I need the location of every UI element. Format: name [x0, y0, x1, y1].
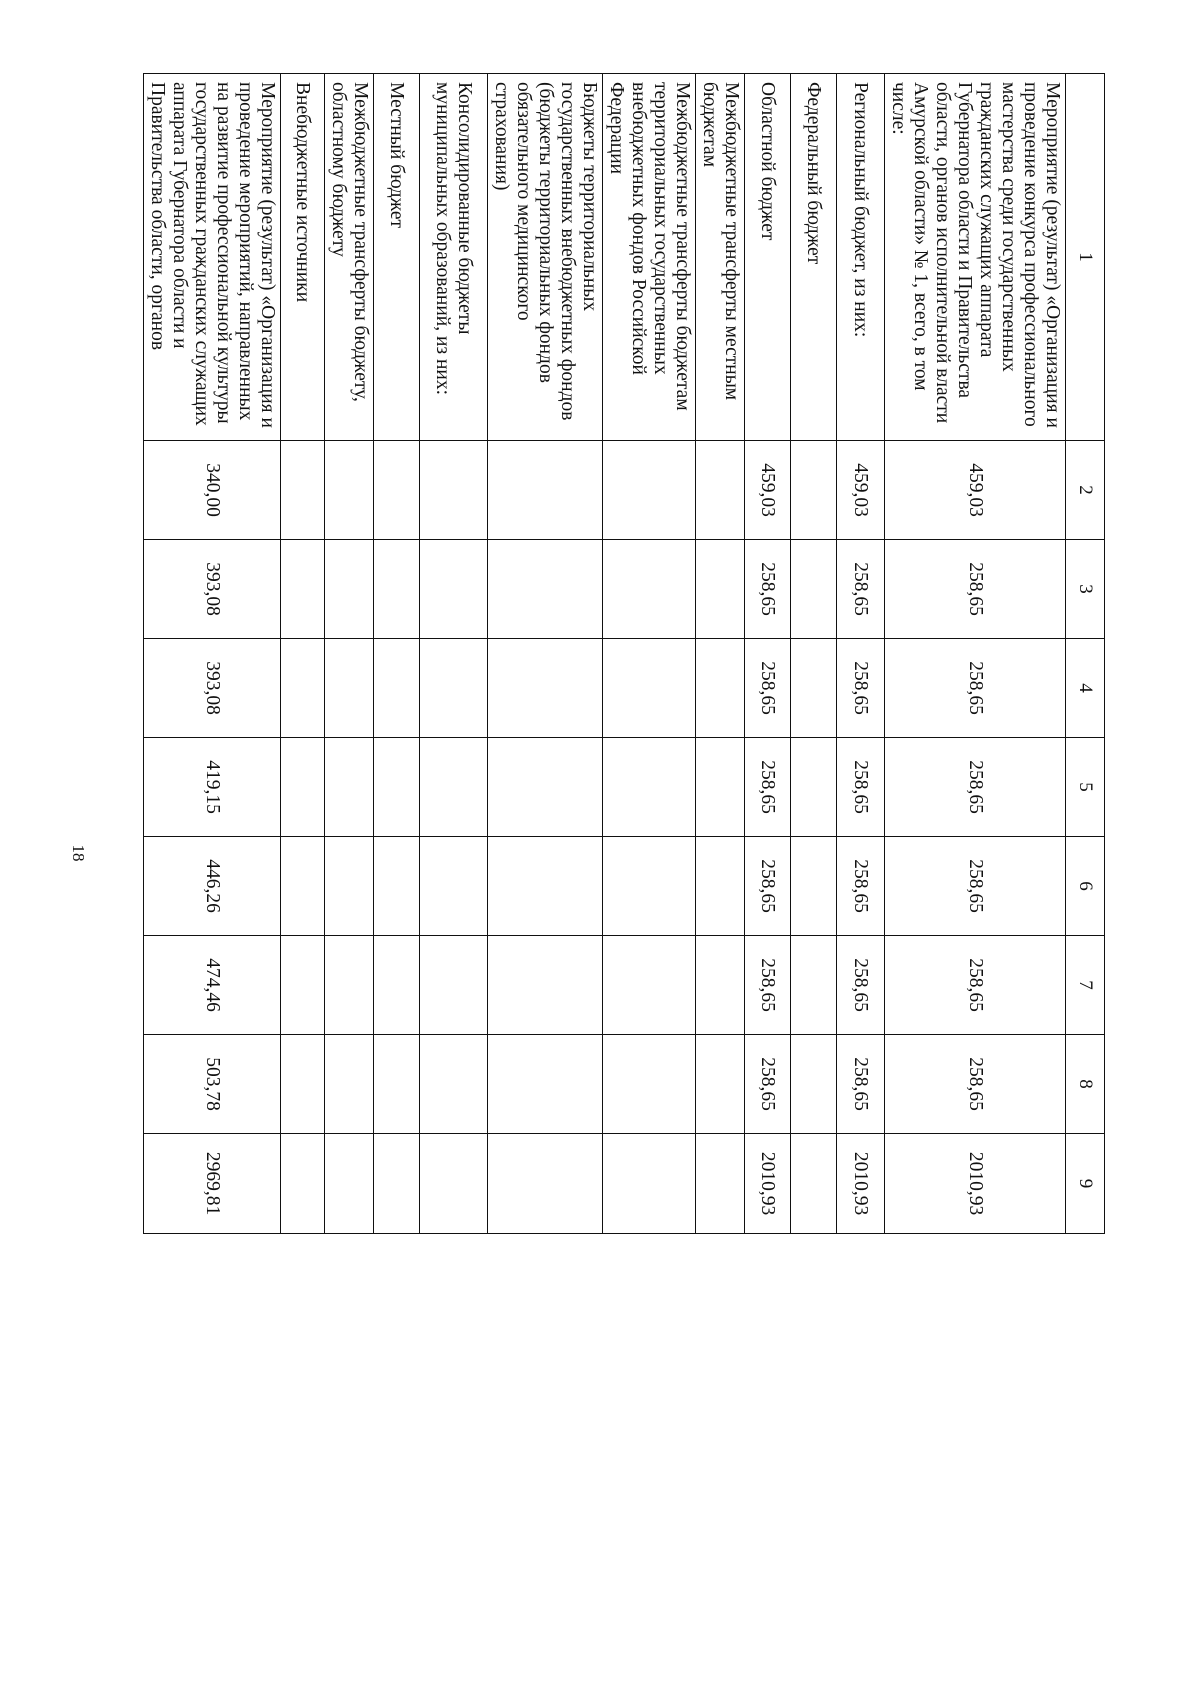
cell-value: 258,65 [745, 738, 791, 837]
cell-value: 258,65 [885, 1035, 1066, 1134]
table-row [837, 74, 885, 1234]
cell-value [374, 1035, 420, 1134]
table-row [488, 74, 603, 1234]
row-label: Консолидированные бюджеты муниципальных образований, из них: [420, 74, 488, 441]
cell-value [791, 1134, 837, 1234]
header-row [1066, 74, 1105, 1234]
cell-value [603, 936, 696, 1035]
page-number: 18 [69, 844, 88, 862]
cell-value: 258,65 [885, 936, 1066, 1035]
table-row [325, 74, 374, 1234]
cell-value: 474,46 [144, 936, 281, 1035]
cell-value [325, 1134, 374, 1234]
row-label: Региональный бюджет, из них: [837, 74, 885, 441]
row-label: Межбюджетные трансферты местным бюджетам [696, 74, 745, 441]
table-row [791, 74, 837, 1234]
table-row [603, 74, 696, 1234]
cell-value [791, 837, 837, 936]
cell-value [420, 1134, 488, 1234]
table-row [374, 74, 420, 1234]
cell-value [488, 639, 603, 738]
cell-value [420, 639, 488, 738]
cell-value [325, 639, 374, 738]
cell-value [791, 639, 837, 738]
cell-value [325, 441, 374, 540]
cell-value [281, 639, 325, 738]
cell-value [374, 936, 420, 1035]
cell-value: 258,65 [837, 837, 885, 936]
column-header: 7 [1066, 936, 1105, 1035]
cell-value: 2010,93 [745, 1134, 791, 1234]
cell-value [281, 1035, 325, 1134]
cell-value [696, 936, 745, 1035]
cell-value: 393,08 [144, 639, 281, 738]
row-label: Федеральный бюджет [791, 74, 837, 441]
column-header: 6 [1066, 837, 1105, 936]
cell-value [696, 1134, 745, 1234]
cell-value [791, 441, 837, 540]
cell-value: 258,65 [837, 540, 885, 639]
cell-value [696, 540, 745, 639]
rotated-table-wrapper [147, 73, 1105, 1233]
cell-value: 258,65 [885, 837, 1066, 936]
cell-value [325, 540, 374, 639]
cell-value [488, 1035, 603, 1134]
cell-value: 258,65 [745, 1035, 791, 1134]
cell-value [420, 936, 488, 1035]
cell-value: 2010,93 [885, 1134, 1066, 1234]
table-row [885, 74, 1066, 1234]
table-row [745, 74, 791, 1234]
cell-value [488, 540, 603, 639]
cell-value [488, 837, 603, 936]
cell-value: 419,15 [144, 738, 281, 837]
cell-value [420, 837, 488, 936]
cell-value: 258,65 [885, 639, 1066, 738]
cell-value: 340,00 [144, 441, 281, 540]
cell-value [374, 837, 420, 936]
table-row [696, 74, 745, 1234]
cell-value [420, 738, 488, 837]
cell-value [488, 738, 603, 837]
cell-value: 2969,81 [144, 1134, 281, 1234]
cell-value [374, 738, 420, 837]
cell-value [603, 1134, 696, 1234]
cell-value [420, 540, 488, 639]
cell-value [325, 1035, 374, 1134]
cell-value [325, 936, 374, 1035]
cell-value [603, 540, 696, 639]
cell-value [281, 441, 325, 540]
cell-value [325, 837, 374, 936]
cell-value: 258,65 [837, 738, 885, 837]
column-header: 2 [1066, 441, 1105, 540]
cell-value [281, 738, 325, 837]
cell-value [325, 738, 374, 837]
cell-value [696, 1035, 745, 1134]
cell-value [791, 936, 837, 1035]
table-row [281, 74, 325, 1234]
cell-value [696, 837, 745, 936]
cell-value [603, 738, 696, 837]
cell-value [488, 441, 603, 540]
row-label: Местный бюджет [374, 74, 420, 441]
cell-value [281, 936, 325, 1035]
cell-value [603, 837, 696, 936]
column-header: 8 [1066, 1035, 1105, 1134]
row-label: Областной бюджет [745, 74, 791, 441]
table-row [144, 74, 281, 1234]
cell-value [696, 738, 745, 837]
cell-value: 258,65 [745, 936, 791, 1035]
row-label: Мероприятие (результат) «Организация и проведение мероприятий, направленных на развитие профессиональной культуры государственных гражданских служащих аппарата Губернатора области и Правительства области, органов [144, 74, 281, 441]
column-header: 1 [1066, 74, 1105, 441]
cell-value [420, 441, 488, 540]
cell-value: 258,65 [745, 540, 791, 639]
cell-value: 2010,93 [837, 1134, 885, 1234]
cell-value: 459,03 [745, 441, 791, 540]
cell-value [374, 441, 420, 540]
cell-value [374, 639, 420, 738]
cell-value: 258,65 [745, 639, 791, 738]
cell-value [791, 738, 837, 837]
column-header: 4 [1066, 639, 1105, 738]
cell-value [791, 1035, 837, 1134]
table-row [420, 74, 488, 1234]
cell-value [281, 1134, 325, 1234]
cell-value: 258,65 [885, 540, 1066, 639]
cell-value [603, 639, 696, 738]
row-label: Мероприятие (результат) «Организация и проведение конкурса профессионального мастерства среди государственных гражданских служащих аппарата Губернатора области и Правительства области, органов исполнительной власти Амурской области» № 1, всего, в том числе: [885, 74, 1066, 441]
cell-value: 258,65 [837, 1035, 885, 1134]
cell-value: 503,78 [144, 1035, 281, 1134]
cell-value: 459,03 [885, 441, 1066, 540]
row-label: Бюджеты территориальных государственных внебюджетных фондов (бюджеты территориальных фондов обязательного медицинского страхования) [488, 74, 603, 441]
cell-value [603, 1035, 696, 1134]
column-header: 9 [1066, 1134, 1105, 1234]
cell-value [281, 540, 325, 639]
cell-value [374, 540, 420, 639]
budget-table [143, 73, 1105, 1234]
row-label: Внебюджетные источники [281, 74, 325, 441]
cell-value [791, 540, 837, 639]
cell-value [488, 1134, 603, 1234]
row-label: Межбюджетные трансферты бюджету, областному бюджету [325, 74, 374, 441]
cell-value [281, 837, 325, 936]
cell-value: 258,65 [885, 738, 1066, 837]
cell-value [374, 1134, 420, 1234]
column-header: 3 [1066, 540, 1105, 639]
column-header: 5 [1066, 738, 1105, 837]
cell-value [488, 936, 603, 1035]
cell-value: 258,65 [837, 936, 885, 1035]
row-label: Межбюджетные трансферты бюджетам территориальных государственных внебюджетных фондов Российской Федерации [603, 74, 696, 441]
cell-value [420, 1035, 488, 1134]
cell-value: 393,08 [144, 540, 281, 639]
cell-value: 446,26 [144, 837, 281, 936]
cell-value [696, 441, 745, 540]
cell-value [603, 441, 696, 540]
cell-value: 258,65 [837, 639, 885, 738]
cell-value: 258,65 [745, 837, 791, 936]
cell-value: 459,03 [837, 441, 885, 540]
cell-value [696, 639, 745, 738]
